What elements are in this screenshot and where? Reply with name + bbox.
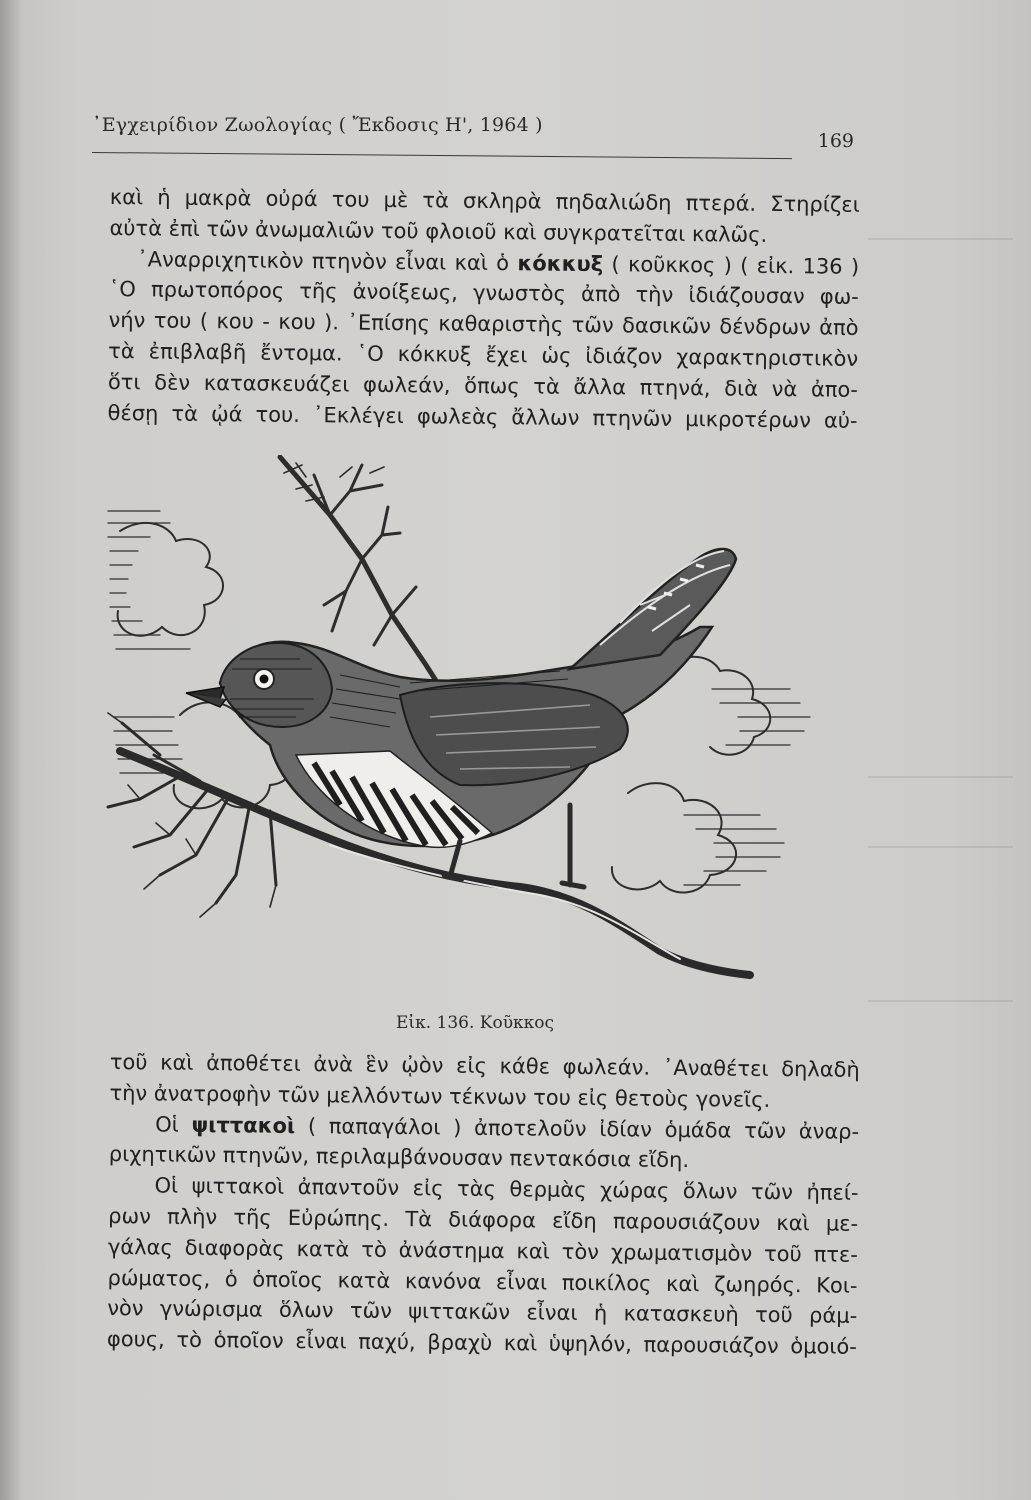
page-gutter-shadow: [0, 0, 22, 1500]
text-line: καὶ ἡ μακρὰ οὐρά του μὲ τὰ σκληρὰ πηδαλιώδη πτερά. Στηρίζει: [109, 184, 860, 217]
cuckoo-engraving: [100, 455, 860, 985]
text-span: ( κοῦκκος ) ( εἰκ. 136 ): [603, 251, 860, 279]
text-line: Οἱ ψιττακοὶ ἀπαντοῦν εἰς τὰς θερμὰς χώρας ὅλων τῶν ἠπεί-: [154, 1173, 859, 1206]
page-number: 169: [817, 130, 854, 152]
cuckoo-illustration: [100, 455, 860, 985]
text-line: ῾Ο πρωτοπόρος τῆς ἀνοίξεως, γνωστὸς ἀπὸ τὴν ἰδιάζουσαν φω-: [108, 277, 859, 310]
text-line: γάλας διαφορὰς κατὰ τὸ ἀνάστημα καὶ τὸν χρωματισμὸν τοῦ πτε-: [107, 1234, 858, 1267]
figure-caption: Εἰκ. 136. Κοῦκκος: [396, 1013, 555, 1033]
text-span: ( παπαγάλοι ) ἀποτελοῦν ἰδίαν ὁμάδα τῶν ἀναρ-: [295, 1113, 860, 1144]
text-line: τὴν ἀνατροφὴν τῶν μελλόντων τέκνων του εἰς θετοὺς γονεῖς.: [109, 1080, 771, 1112]
text-line: ὅτι δὲν κατασκευάζει φωλεάν, ὅπως τὰ ἄλλα πτηνά, διὰ νὰ ἀπο-: [107, 369, 858, 402]
text-line: τὰ ἐπιβλαβῆ ἔντομα. ῾Ο κόκκυξ ἔχει ὡς ἰδιάζον χαρακτηριστικὸν: [108, 338, 859, 371]
term-psittakoi: ψιττακοὶ: [191, 1112, 296, 1138]
show-through-mark: [868, 238, 1013, 240]
text-line: νήν του ( κου - κου ). ᾿Επίσης καθαριστὴς τῶν δασικῶν δένδρων ἀπὸ: [108, 308, 859, 341]
body-text-bottom: [107, 1047, 860, 1363]
term-kokkyx: κόκκυξ: [517, 250, 604, 276]
header-rule: [92, 152, 792, 159]
text-span: Οἱ: [155, 1112, 192, 1137]
text-line: ρων πλὴν τῆς Εὐρώπης. Τὰ διάφορα εἴδη παρουσιάζουν καὶ με-: [108, 1203, 859, 1236]
page-header: [92, 112, 862, 158]
text-line: τοῦ καὶ ἀποθέτει ἀνὰ ἓν ᾠὸν εἰς κάθε φωλεάν. ᾿Αναθέτει δηλαδὴ: [109, 1049, 860, 1082]
body-text-top: [107, 182, 860, 436]
text-line: ρώματος, ὁ ὁποῖος κατὰ κανόνα εἶναι ποικίλος καὶ ζωηρός. Κοι-: [107, 1265, 858, 1298]
running-head: ᾿Εγχειρίδιον Ζωολογίας ( Ἔκδοσις Η', 1964 ): [92, 114, 543, 136]
show-through-mark: [868, 776, 1013, 778]
show-through-mark: [868, 846, 1013, 848]
text-line: αὐτὰ ἐπὶ τῶν ἀνωμαλιῶν τοῦ φλοιοῦ καὶ συγκρατεῖται καλῶς.: [109, 215, 768, 247]
text-span: ᾿Αναρριχητικὸν πτηνὸν εἶναι καὶ ὁ: [137, 246, 518, 275]
text-line: νὸν γνώρισμα ὅλων τῶν ψιττακῶν εἶναι ἡ κατασκευὴ τοῦ ράμ-: [107, 1296, 858, 1329]
text-line: θέσῃ τὰ ᾠά του. ᾿Εκλέγει φωλεὰς ἄλλων πτηνῶν μικροτέρων αὐ-: [107, 400, 858, 433]
text-line: φους, τὸ ὁποῖον εἶναι παχύ, βραχὺ καὶ ὑψηλόν, παρουσιάζον ὁμοιό-: [106, 1327, 858, 1360]
show-through-mark: [868, 1000, 1013, 1002]
text-line: ριχητικῶν πτηνῶν, περιλαμβάνουσαν πεντακόσια εἴδη.: [108, 1142, 690, 1173]
